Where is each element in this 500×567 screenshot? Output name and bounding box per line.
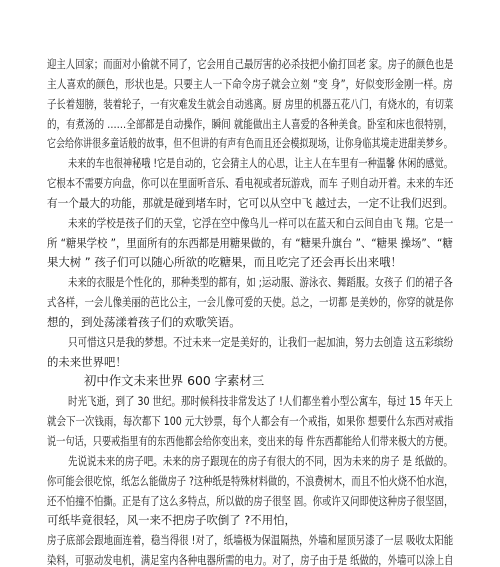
text-line: 说一句话，只要戒指里有的东西他都会给你变出来，变出来的每 件东西都能给人们带来极大的方便。 [47,434,453,448]
text-line: 未来的衣服是个性化的，那种类型的都有，如 ;运动服、游泳衣、舞蹈服。女孩子 们的裙子各 [68,275,453,290]
text-line: 的，有煮汤的 ……全部都是自动操作，瞬间 就能做出主人喜爱的各种美食。卧室和床也很特别， [47,116,453,131]
text-line: 可纸毕竟很轻，风一来不把房子吹倒了 ?不用怕， [47,513,296,528]
text-line: 未来的车也很神秘哦 !它是自动的，它会猜主人的心思，让主人在车里有一种温馨 休闲的感觉。 [68,156,453,171]
section-heading: 初中作文未来世界 600 字素材三 [84,373,265,389]
text-line: 它会给你讲很多童话般的故事，但不但讲的有声有色而且还会模拟现场，让你身临其境走进甜美梦乡。 [47,136,453,151]
text-line: 先说说未来的房子吧。未来的房子跟现在的房子有很大的不同，因为未来的房子 是 纸做的。 [68,453,453,468]
text-line: 式各样，一会儿像美丽的芭比公主，一会儿像可爱的天使。总之，一切都 是美妙的，你穿的就是你 [47,295,454,310]
text-line: 只可惜这只是我的梦想。不过未来一定是美好的，让我们一起加油，努力去创造 这五彩缤纷 [68,334,454,349]
text-line: 时光飞逝，到了 30 世纪。那时候科技非常发达了 !人们都坐着小型公寓车，每过 15 年天上 [68,394,453,409]
text-line: 还不怕撞不怕撕。正是有了这么多特点，所以做的房子很坚 固。你或许又问即使这种房子很坚固， [47,493,454,508]
text-line: 果大树 ” 孩子们可以随心所欲的吃糖果，而且吃完了还会再长出来哦！ [47,255,402,270]
text-line: 未来的学校是孩子们的天堂，它浮在空中像鸟儿一样可以在蓝天和白云间自由飞 翔。它是一 [68,215,454,230]
text-line: 你可能会很吃惊，纸怎么能做房子 ?这种纸是特殊材料做的，不浪费树木，而且不怕火烧不怕水泡， [47,473,454,488]
text-line: 它根本不需要方向盘，你可以在里面听音乐、看电视或者玩游戏，而车 子则自动开着。未来的车还 [47,176,454,190]
text-line: 所 “糖果学校 ”，里面所有的东西都是用糖果做的，有 “糖果升旗台 ”、“糖果 操场”、“糖 [47,235,453,250]
text-line: 染料，可驱动发电机，满足室内各种电器所需的电力。对了，房子由于是 纸做的，外墙可以涂上自 [47,553,454,567]
text-line: 的未来世界吧！ [47,354,127,369]
text-line: 想的，到处荡漾着孩子们的欢歌笑语。 [47,314,241,329]
text-line: 子长着翅膀，装着轮子，一有灾难发生就会自动逃离。厨 房里的机器五花八门，有烧水的，有切菜 [47,96,454,111]
text-line: 就会下一次钱雨，每次都下 100 元大钞票，每个人都会有一个戒指，如果你 想要什么东西对戒指 [47,414,454,429]
text-line: 迎主人回家；而面对小偷就不同了，它会用自己最厉害的必杀技把小偷打回老 家。房子的颜色也是 [47,57,454,71]
text-line: 主人喜欢的颜色，形状也是。只要主人一下命令房子就会立刻 “变 身”，好似变形金刚一样。房 [47,76,453,91]
text-line: 房子底部会跟地面连着，稳当得很 !对了，纸墙极为保温隔热，外墙和屋顶另漆了一层 吸收太阳能 [47,533,454,548]
text-line: 有一个最大的功能，那就是碰到堵车时，它可以从空中飞 越过去，一定不让我们迟到。 [47,195,454,210]
